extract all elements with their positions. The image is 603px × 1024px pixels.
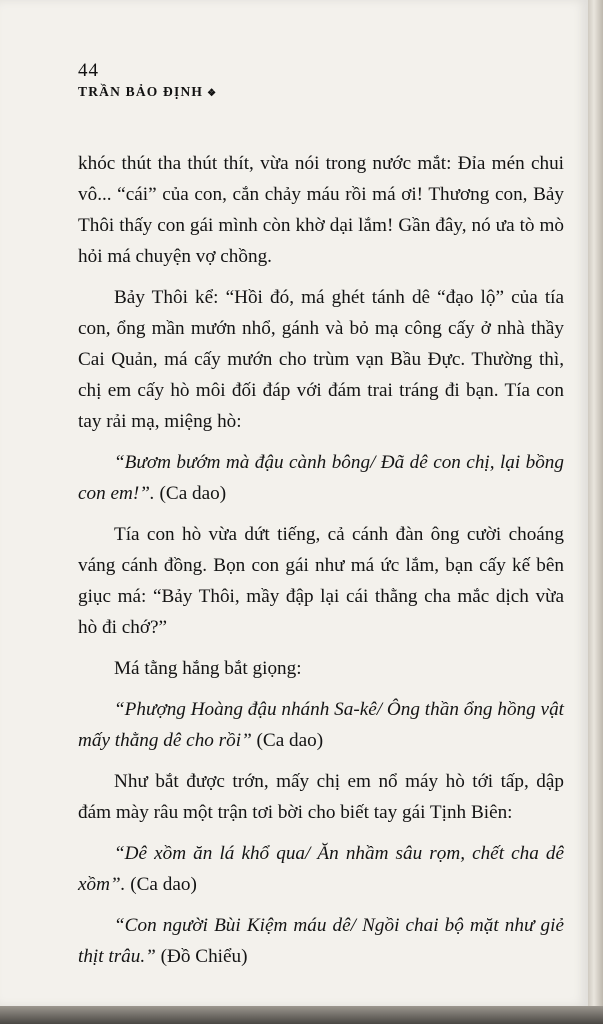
verse-text: “Dê xồm ăn lá khổ qua/ Ăn nhầm sâu rọm, chết cha dê xồm”.: [78, 843, 564, 895]
paragraph: khóc thút tha thút thít, vừa nói trong nước mắt: Đỉa mén chui vô... “cái” của con, cắn chảy máu rồi má ơi! Thương con, Bảy Thôi thấy con gái mình còn khờ dại lắm! Gần đây, nó ưa tò mò hỏi má chuyện vợ chồng.: [78, 153, 564, 267]
verse-quote: [78, 910, 564, 972]
verse-text: “Phượng Hoàng đậu nhánh Sa-kê/ Ông thần ổng hồng vật mấy thằng dê cho rồi”: [78, 699, 564, 751]
page-edge: [588, 0, 603, 1024]
paragraph: Má tằng hắng bắt giọng:: [114, 658, 302, 679]
page-header: [78, 60, 217, 103]
diamond-ornament-icon: ❖: [207, 88, 218, 99]
page-shadow: [0, 1006, 603, 1024]
verse-quote: [78, 447, 564, 509]
paragraph: Tía con hò vừa dứt tiếng, cả cánh đàn ông cười choáng váng cánh đồng. Bọn con gái như má ức lắm, bạn cấy kế bên giục má: “Bảy Thôi, mầy đập lại cái thằng cha mắc dịch vừa hò đi chớ?”: [78, 524, 564, 638]
paragraph: Bảy Thôi kể: “Hồi đó, má ghét tánh dê “đạo lộ” của tía con, ổng mần mướn nhổ, gánh và bỏ mạ công cấy ở nhà thầy Cai Quản, má cấy mướn cho trùm vạn Bầu Đực. Thường thì, chị em cấy hò môi đối đáp với đám trai tráng đi bạn. Tía con tay rải mạ, miệng hò:: [78, 287, 564, 432]
verse-source: (Đồ Chiểu): [155, 946, 248, 967]
verse-source: (Ca dao): [154, 483, 227, 504]
page-number: 44: [78, 60, 99, 81]
verse-text: “Bươm bướm mà đậu cành bông/ Đã dê con chị, lại bồng con em!”.: [78, 452, 564, 504]
verse-quote: [78, 838, 564, 900]
body-text: [78, 148, 564, 972]
verse-source: (Ca dao): [125, 874, 197, 895]
verse-source: (Ca dao): [251, 730, 324, 751]
verse-quote: [78, 694, 564, 756]
verse-text: “Con người Bùi Kiệm máu dê/ Ngồi chai bộ mặt như giẻ thịt trâu.”: [78, 915, 564, 967]
running-head: [78, 83, 217, 103]
paragraph: Như bắt được trớn, mấy chị em nổ máy hò tới tấp, dập đám mày râu một trận tơi bời cho biết tay gái Tịnh Biên:: [78, 771, 564, 823]
author-name: TRẦN BẢO ĐỊNH: [78, 84, 204, 99]
